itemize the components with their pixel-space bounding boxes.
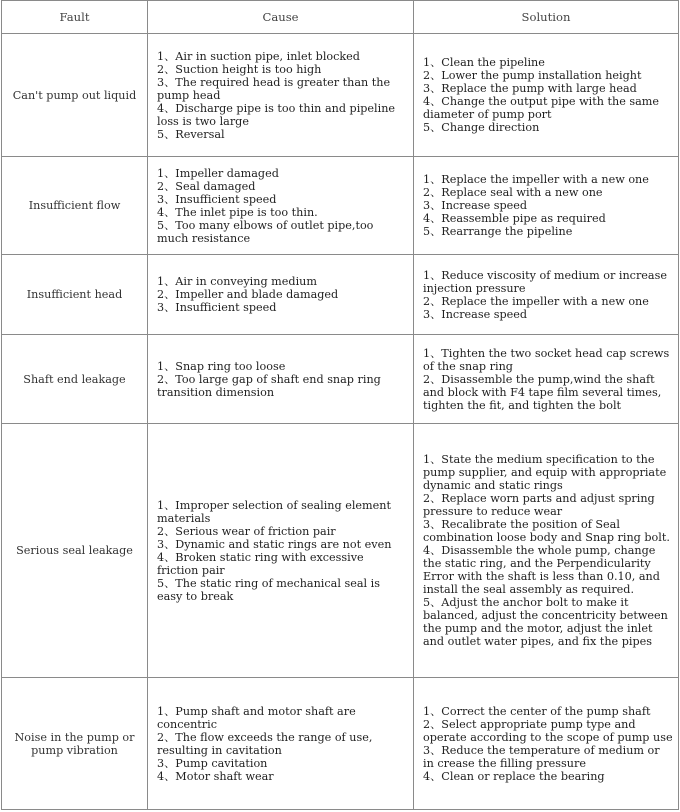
table-row	[2, 424, 679, 678]
solution-item: 4、Reassemble pipe as required	[423, 212, 606, 225]
troubleshooting-table	[1, 0, 679, 810]
solution-item: 3、Increase speed	[423, 307, 528, 321]
solution-cell	[414, 678, 679, 810]
cause-item: 5、Reversal	[157, 127, 225, 141]
table-row	[2, 34, 679, 157]
solution-item: 1、Clean the pipeline	[423, 56, 545, 69]
cause-item: 1、Snap ring too loose	[157, 359, 286, 373]
cause-item: 2、Too large gap of shaft end snap ring transition dimension	[157, 372, 381, 399]
cause-item: 3、The required head is greater than the pump head	[157, 75, 391, 102]
cause-cell	[148, 255, 414, 335]
cause-item: 2、The flow exceeds the range of use, resulting in cavitation	[157, 730, 373, 757]
solution-item: 1、Tighten the two socket head cap screws of the snap ring	[423, 346, 670, 373]
solution-item: 1、Reduce viscosity of medium or increase injection pressure	[423, 268, 667, 295]
solution-item: 5、Adjust the anchor bolt to make it balanced, adjust the concentricity between the pump and the motor, adjust the inlet and outlet water pipes, and fix the pipes	[423, 596, 668, 648]
cause-cell	[148, 34, 414, 157]
cause-item: 2、Suction height is too high	[157, 62, 322, 76]
solution-cell	[414, 34, 679, 157]
cause-item: 1、Impeller damaged	[157, 166, 279, 180]
fault-cell: Noise in the pump or pump vibration	[2, 678, 148, 810]
cause-item: 1、Pump shaft and motor shaft are concentric	[157, 704, 356, 731]
solution-item: 5、Change direction	[423, 121, 540, 134]
cause-item: 2、Seal damaged	[157, 179, 256, 193]
fault-cell: Insufficient head	[2, 255, 148, 335]
solution-item: 2、Disassemble the pump,wind the shaft and block with F4 tape film several times, tighten the fit, and tighten the bolt	[423, 372, 662, 412]
solution-item: 3、Replace the pump with large head	[423, 82, 637, 95]
solution-item: 2、Lower the pump installation height	[423, 69, 642, 82]
solution-cell	[414, 255, 679, 335]
cause-item: 1、Improper selection of sealing element materials	[157, 498, 391, 525]
header-fault: Fault	[2, 1, 148, 34]
solution-item: 4、Clean or replace the bearing	[423, 769, 605, 783]
table-row	[2, 255, 679, 335]
cause-item: 5、Too many elbows of outlet pipe,too much resistance	[157, 218, 374, 245]
fault-cell: Shaft end leakage	[2, 335, 148, 424]
header-row	[2, 1, 679, 34]
table-row	[2, 335, 679, 424]
header-cause: Cause	[148, 1, 414, 34]
cause-item: 4、Broken static ring with excessive friction pair	[157, 550, 364, 577]
cause-cell	[148, 335, 414, 424]
cause-item: 4、Motor shaft wear	[157, 769, 274, 783]
cause-item: 1、Air in conveying medium	[157, 275, 317, 288]
cause-item: 1、Air in suction pipe, inlet blocked	[157, 49, 360, 63]
cause-item: 4、The inlet pipe is too thin.	[157, 205, 318, 219]
cause-cell	[148, 678, 414, 810]
solution-cell	[414, 335, 679, 424]
cause-item: 4、Discharge pipe is too thin and pipeline loss is two large	[157, 101, 396, 128]
solution-item: 2、Replace the impeller with a new one	[423, 294, 649, 308]
fault-cell: Serious seal leakage	[2, 424, 148, 678]
cause-item: 3、Pump cavitation	[157, 756, 268, 770]
cause-item: 3、Insufficient speed	[157, 301, 277, 314]
solution-item: 2、Select appropriate pump type and operate according to the scope of pump use	[423, 717, 673, 744]
solution-cell	[414, 424, 679, 678]
solution-item: 3、Increase speed	[423, 199, 528, 212]
solution-item: 2、Replace seal with a new one	[423, 186, 603, 199]
solution-item: 1、Correct the center of the pump shaft	[423, 704, 651, 718]
solution-item: 1、Replace the impeller with a new one	[423, 173, 649, 186]
fault-cell: Can't pump out liquid	[2, 34, 148, 157]
cause-item: 2、Impeller and blade damaged	[157, 288, 339, 301]
table-row	[2, 157, 679, 255]
cause-item: 3、Insufficient speed	[157, 192, 277, 206]
solution-item: 2、Replace worn parts and adjust spring pressure to reduce wear	[423, 492, 655, 518]
solution-cell	[414, 157, 679, 255]
cause-cell	[148, 157, 414, 255]
solution-item: 5、Rearrange the pipeline	[423, 225, 573, 238]
cause-cell	[148, 424, 414, 678]
table-row	[2, 678, 679, 810]
header-solution: Solution	[414, 1, 679, 34]
solution-item: 3、Recalibrate the position of Seal combination loose body and Snap ring bolt.	[423, 518, 670, 544]
solution-item: 4、Disassemble the whole pump, change the static ring, and the Perpendicularity Error with the shaft is less than 0.10, and install the seal assembly as required.	[423, 544, 660, 596]
cause-item: 5、The static ring of mechanical seal is easy to break	[157, 576, 380, 603]
solution-item: 1、State the medium specification to the pump supplier, and equip with appropriate dynamic and static rings	[423, 453, 667, 492]
solution-item: 3、Reduce the temperature of medium or in crease the filling pressure	[423, 743, 660, 770]
fault-cell: Insufficient flow	[2, 157, 148, 255]
cause-item: 3、Dynamic and static rings are not even	[157, 537, 392, 551]
solution-item: 4、Change the output pipe with the same diameter of pump port	[423, 95, 660, 121]
cause-item: 2、Serious wear of friction pair	[157, 524, 336, 538]
